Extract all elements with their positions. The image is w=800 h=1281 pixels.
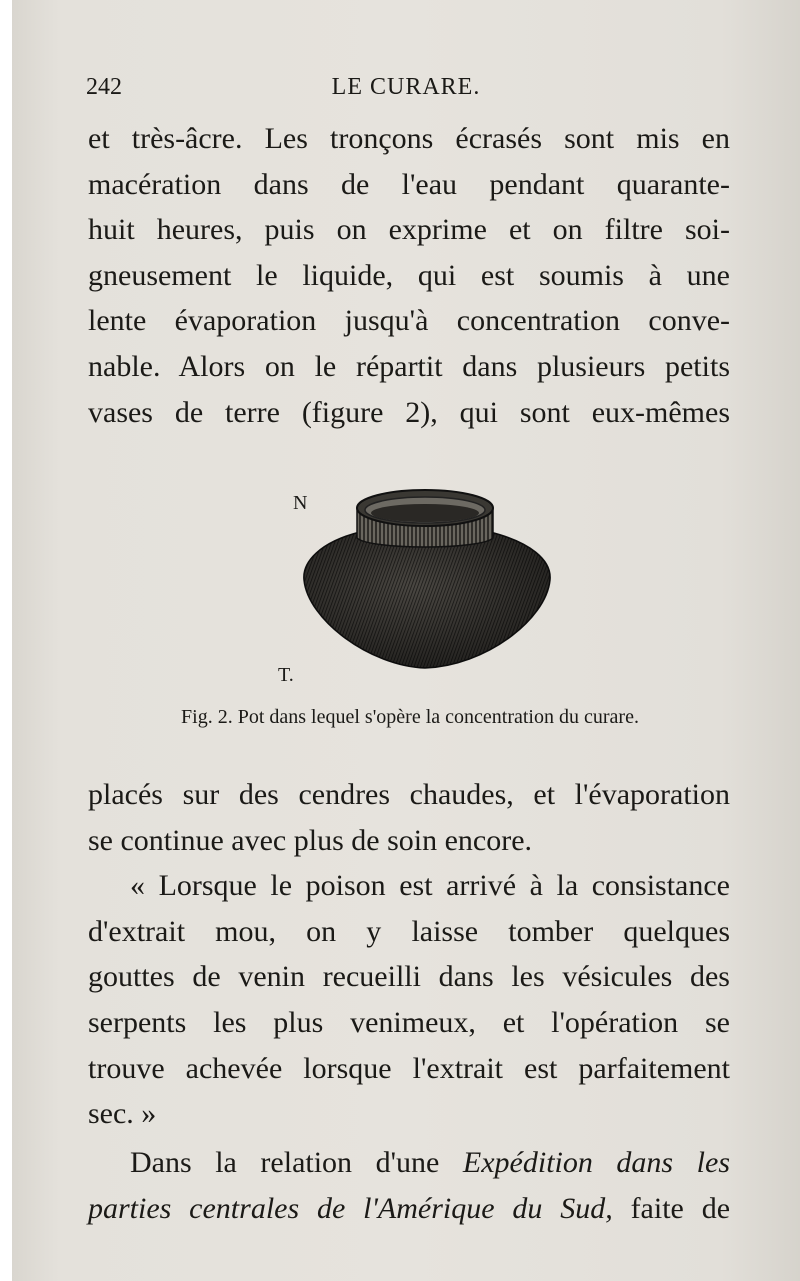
text-line: et très-âcre. Les tronçons écrasés sont mis en xyxy=(88,122,730,155)
text-line: lente évaporation jusqu'à concentration conve- xyxy=(88,304,730,338)
text-line: serpents les plus venimeux, et l'opération se xyxy=(88,1005,730,1039)
text-line xyxy=(88,1186,730,1232)
page-number: 242 xyxy=(86,74,122,100)
text-line: gneusement le liquide, qui est soumis à une xyxy=(88,258,730,292)
running-title: LE CURARE. xyxy=(331,74,481,100)
text-line: sec. » xyxy=(88,1097,157,1131)
text-line: nable. Alors on le répartit dans plusieurs petits xyxy=(88,349,730,383)
text-line: d'extrait mou, on y laisse tomber quelques xyxy=(88,914,730,948)
text-run: faite de xyxy=(630,1191,731,1225)
text-line: trouve achevée lorsque l'extrait est parfaitement xyxy=(88,1051,730,1085)
figure-caption: Fig. 2. Pot dans lequel s'opère la concentration du curare. xyxy=(181,706,639,728)
text-line: se continue avec plus de soin encore. xyxy=(88,823,533,857)
text-line: placés sur des cendres chaudes, et l'évaporation xyxy=(88,778,730,811)
text-line: huit heures, puis on exprime et on filtre soi- xyxy=(88,213,730,247)
italic-title-run: Expédition dans les xyxy=(462,1146,730,1179)
italic-title-run: parties centrales de l'Amérique du Sud, xyxy=(88,1191,613,1225)
text-line xyxy=(88,1140,730,1186)
text-line: « Lorsque le poison est arrivé à la consistance xyxy=(130,869,730,903)
paragraph-2 xyxy=(88,772,730,1137)
figure-mark-t: T. xyxy=(278,664,294,686)
text-run: Dans la relation d'une xyxy=(130,1146,440,1179)
figure-mark-n: N xyxy=(293,492,308,514)
paragraph-3 xyxy=(88,1140,730,1231)
text-line: gouttes de venin recueilli dans les vésicules des xyxy=(88,960,730,994)
running-head xyxy=(86,74,726,106)
paragraph-1 xyxy=(88,116,730,435)
text-line: macération dans de l'eau pendant quarante- xyxy=(88,167,730,201)
text-line: vases de terre (figure 2), qui sont eux-mêmes xyxy=(88,395,730,429)
clay-pot-illustration xyxy=(290,480,560,680)
